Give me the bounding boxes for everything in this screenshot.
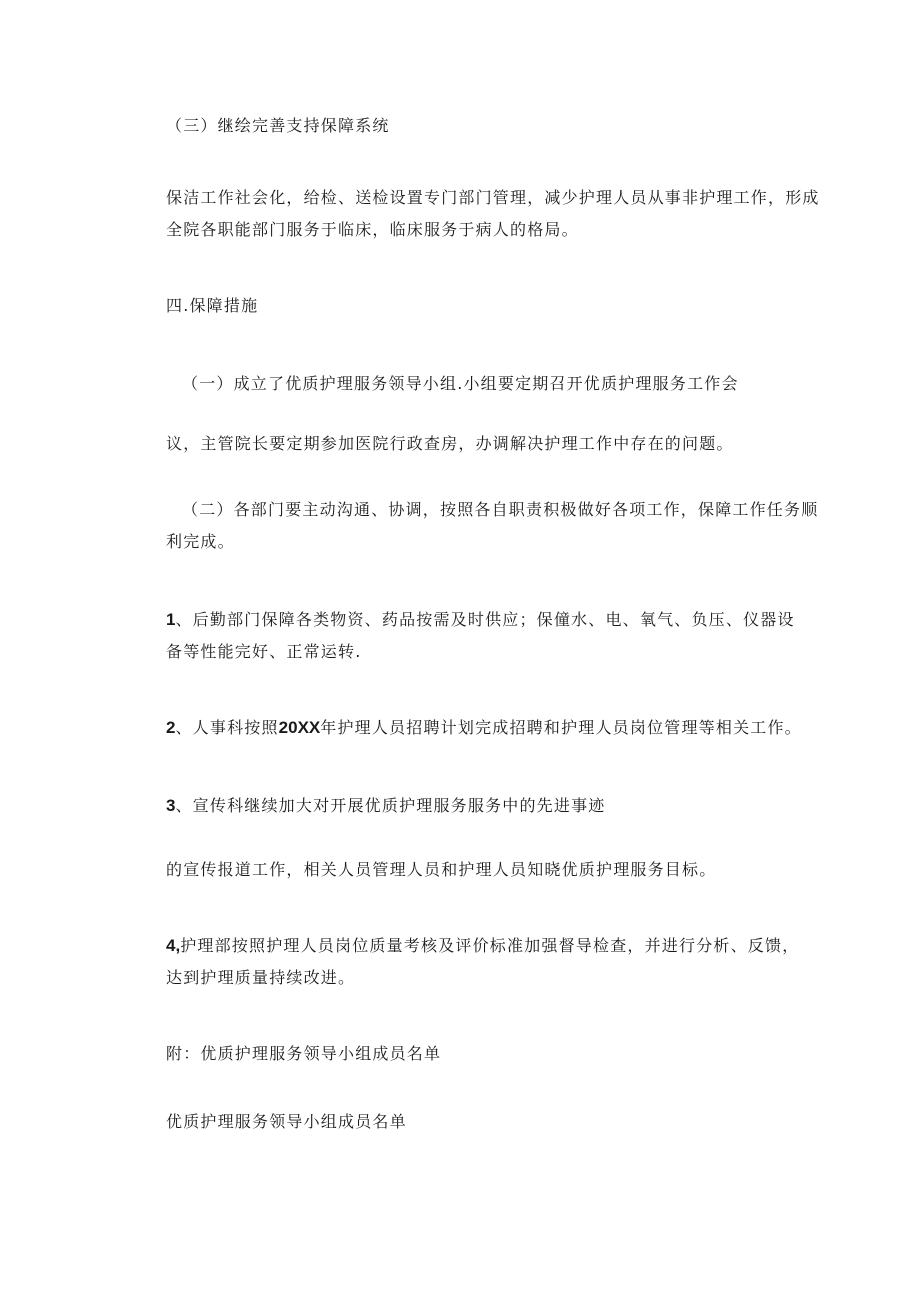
list-item-4: 4,护理部按照护理人员岗位质量考核及评价标准加强督导检查，并进行分析、反馈， 达到护理质量持续改进。 [166, 936, 800, 987]
list-item-3-cont: 的宣传报道工作，相关人员管理人员和护理人员知晓优质护理服务目标。 [166, 860, 717, 879]
list-item-3: 3、宣传科继续加大对开展优质护理服务服务中的先进事迹 [166, 796, 606, 815]
list-item-2: 2、人事科按照20XX年护理人员招聘计划完成招聘和护理人员岗位管理等相关工作。 [166, 718, 802, 737]
paragraph-cleaning: 保洁工作社会化，给检、送检设置专门部门管理，减少护理人员从事非护理工作，形成 全院各职能部门服务于临床，临床服务于病人的格局。 [166, 188, 820, 239]
paragraph-measure-1: （一）成立了优质护理服务领导小组.小组要定期召开优质护理服务工作会 [182, 374, 739, 393]
paragraph-measure-2: （二）各部门要主动沟通、协调，按照各自职责积极做好各项工作，保障工作任务顺 利完成。 [166, 500, 819, 551]
appendix-note: 附：优质护理服务领导小组成员名单 [166, 1044, 442, 1063]
section-heading-3: （三）继绘完善支持保障系统 [166, 116, 390, 135]
paragraph-measure-1-cont: 议，主管院长要定期参加医院行政查房，办调解决护理工作中存在的问题。 [166, 434, 734, 453]
appendix-title: 优质护理服务领导小组成员名单 [166, 1112, 407, 1131]
list-item-1: 1、后勤部门保障各类物资、药品按需及时供应；保僮水、电、氧气、负压、仪器设 备等性能完好、正常运转. [166, 610, 795, 661]
section-heading-4: 四.保障措施 [166, 296, 259, 315]
